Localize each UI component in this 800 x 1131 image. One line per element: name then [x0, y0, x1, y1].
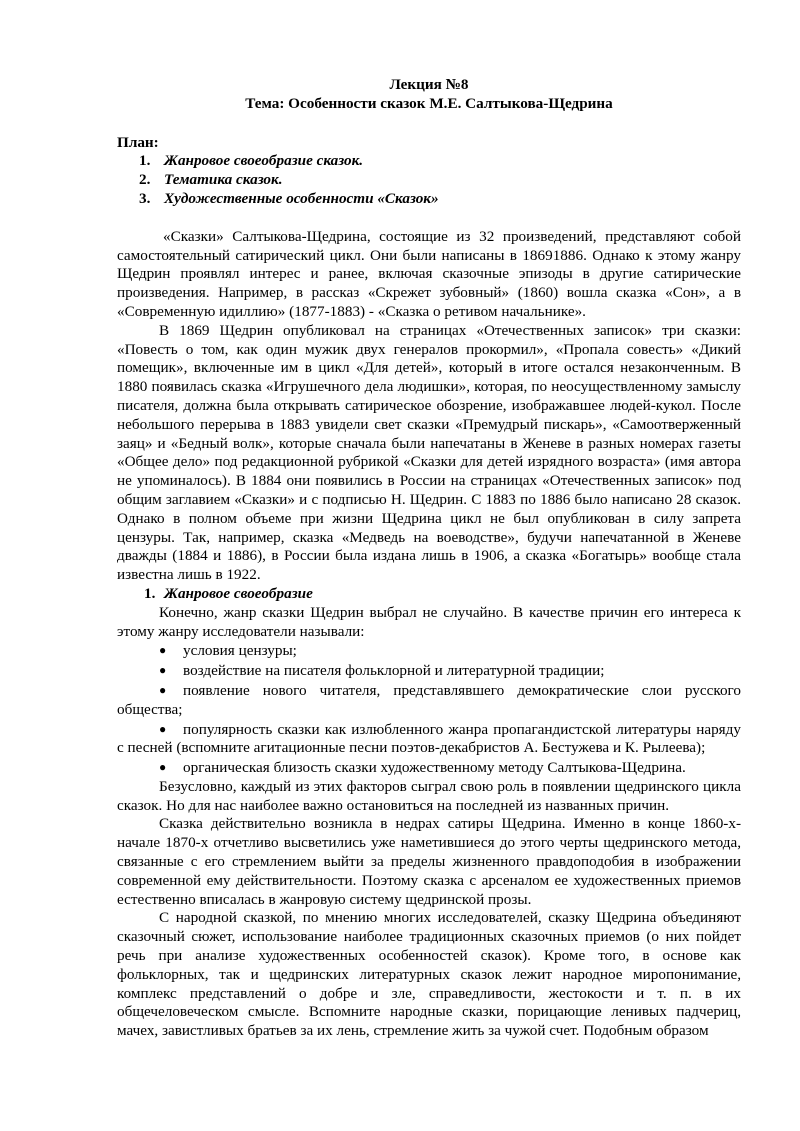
- bullet-icon: ●: [159, 663, 167, 678]
- intro-paragraph: В 1869 Щедрин опубликовал на страницах «Отечественных записок» три сказки: «Повесть о том, как один мужик двух генералов прокормил», «Пропала совесть» «Дикий помещик», включенные им в цикл «Для детей», который в итоге остался незаконченным. В 1880 появилась сказка «Игрушечного дела людишки», которая, по неосуществленному замыслу писателя, должна была открывать сатирическое обозрение, изображавшее людей-кукол. После небольшого перерыва в 1883 увидели свет сказки «Премудрый пискарь», «Самоотверженный заяц» и «Бедный волк», которые сначала были напечатаны в Женеве в разных номерах газеты «Общее дело» под редакционной рубрикой «Сказки для детей изрядного возраста» (имя автора не упоминалось). В 1884 они появились в России на страницах «Отечественных записок» под общим заглавием «Сказки» и с подписью Н. Щедрин. С 1883 по 1886 было написано 28 сказок. Однако в полном объеме при жизни Щедрина цикл не был опубликован в силу запрета цензуры. Так, например, сказка «Медведь на воеводстве», будучи напечатанной в Женеве дважды (1884 и 1886), в России была издана лишь в 1906, а сказка «Богатырь» вообще стала известна лишь в 1922.: [117, 321, 741, 584]
- plan-item: [117, 171, 741, 190]
- list-item: [117, 758, 741, 778]
- bullet-icon: ●: [159, 682, 167, 697]
- body-paragraph: Безусловно, каждый из этих факторов сыграл свою роль в появлении щедринского цикла сказок. Но для нас наиболее важно остановиться на последней из названных причин.: [117, 777, 741, 814]
- list-item-text: органическая близость сказки художественному методу Салтыкова-Щедрина.: [183, 759, 686, 777]
- plan-item: [117, 190, 741, 209]
- plan-item-text: Тематика сказок.: [164, 171, 283, 189]
- plan-item: [117, 152, 741, 171]
- list-item-text: воздействие на писателя фольклорной и литературной традиции;: [183, 662, 605, 680]
- bullet-icon: ●: [159, 760, 167, 775]
- plan-heading: План:: [117, 133, 159, 151]
- plan-item-number: 2.: [139, 171, 151, 189]
- body-paragraph: Сказка действительно возникла в недрах сатиры Щедрина. Именно в конце 1860-х-начале 1870-х отчетливо высветились уже наметившиеся до этого черты щедринского метода, связанные с его стремлением выйти за пределы жизненного правдоподобия в изображении современной ему действительности. Поэтому сказка с арсеналом ее художественных приемов естественно вписалась в жанровую систему щедринской прозы.: [117, 815, 741, 908]
- plan-item-text: Художественные особенности «Сказок»: [164, 189, 439, 207]
- section-title: Жанровое своеобразие: [164, 584, 313, 602]
- list-item-text: появление нового читателя, представлявшего демократические слои русского общества;: [117, 681, 741, 718]
- list-item: [117, 661, 741, 681]
- section-number: 1.: [144, 584, 156, 602]
- plan-item-number: 1.: [139, 152, 151, 170]
- list-item-text: популярность сказки как излюбленного жанра пропагандистской литературы наряду с песней (вспомните агитационные песни поэтов-декабристов А. Бестужева и К. Рылеева);: [117, 720, 741, 757]
- reasons-list: [117, 641, 741, 778]
- plan-list: [117, 152, 741, 208]
- bullet-icon: ●: [159, 643, 167, 658]
- plan-item-text: Жанровое своеобразие сказок.: [164, 152, 364, 170]
- bullet-icon: ●: [159, 721, 167, 736]
- document-body: [117, 76, 741, 1041]
- list-item-text: условия цензуры;: [183, 642, 297, 660]
- list-item: [117, 641, 741, 661]
- list-item: [117, 681, 741, 720]
- list-item: [117, 720, 741, 759]
- body-paragraph: С народной сказкой, по мнению многих исследователей, сказку Щедрина объединяют сказочный сюжет, использование наиболее традиционных сказочных приемов (о них пойдет речь при анализе художественных особенностей сказок). Кроме того, в основе как фольклорных, так и щедринских литературных сказок лежит народное миропонимание, комплекс представлений о добре и зле, справедливости, жестокости и т. п. в их общечеловеческом смысле. Вспомните народные сказки, порицающие ленивых падчериц, мачех, завистливых братьев за их лень, стремление жить за чужой счет. Подобным образом: [117, 909, 741, 1040]
- section-heading: [117, 585, 741, 604]
- plan-item-number: 3.: [139, 189, 151, 207]
- lecture-number: Лекция №8: [389, 76, 469, 93]
- section-lead-paragraph: Конечно, жанр сказки Щедрин выбрал не случайно. В качестве причин его интереса к этому жанру исследователи называли:: [117, 603, 741, 640]
- lecture-topic: Тема: Особенности сказок М.Е. Салтыкова-Щедрина: [245, 94, 613, 112]
- intro-paragraph: «Сказки» Салтыкова-Щедрина, состоящие из 32 произведений, представляют собой самостоятельный сатирический цикл. Они были написаны в 18691886. Однако к этому жанру Щедрин проявлял интерес и ранее, включая сказочные эпизоды в другие сатирические произведения. Например, в рассказ «Скрежет зубовный» (1860) вошла сказка «Сон», а в «Современную идиллию» (1877-1883) - «Сказка о ретивом начальнике».: [117, 227, 741, 320]
